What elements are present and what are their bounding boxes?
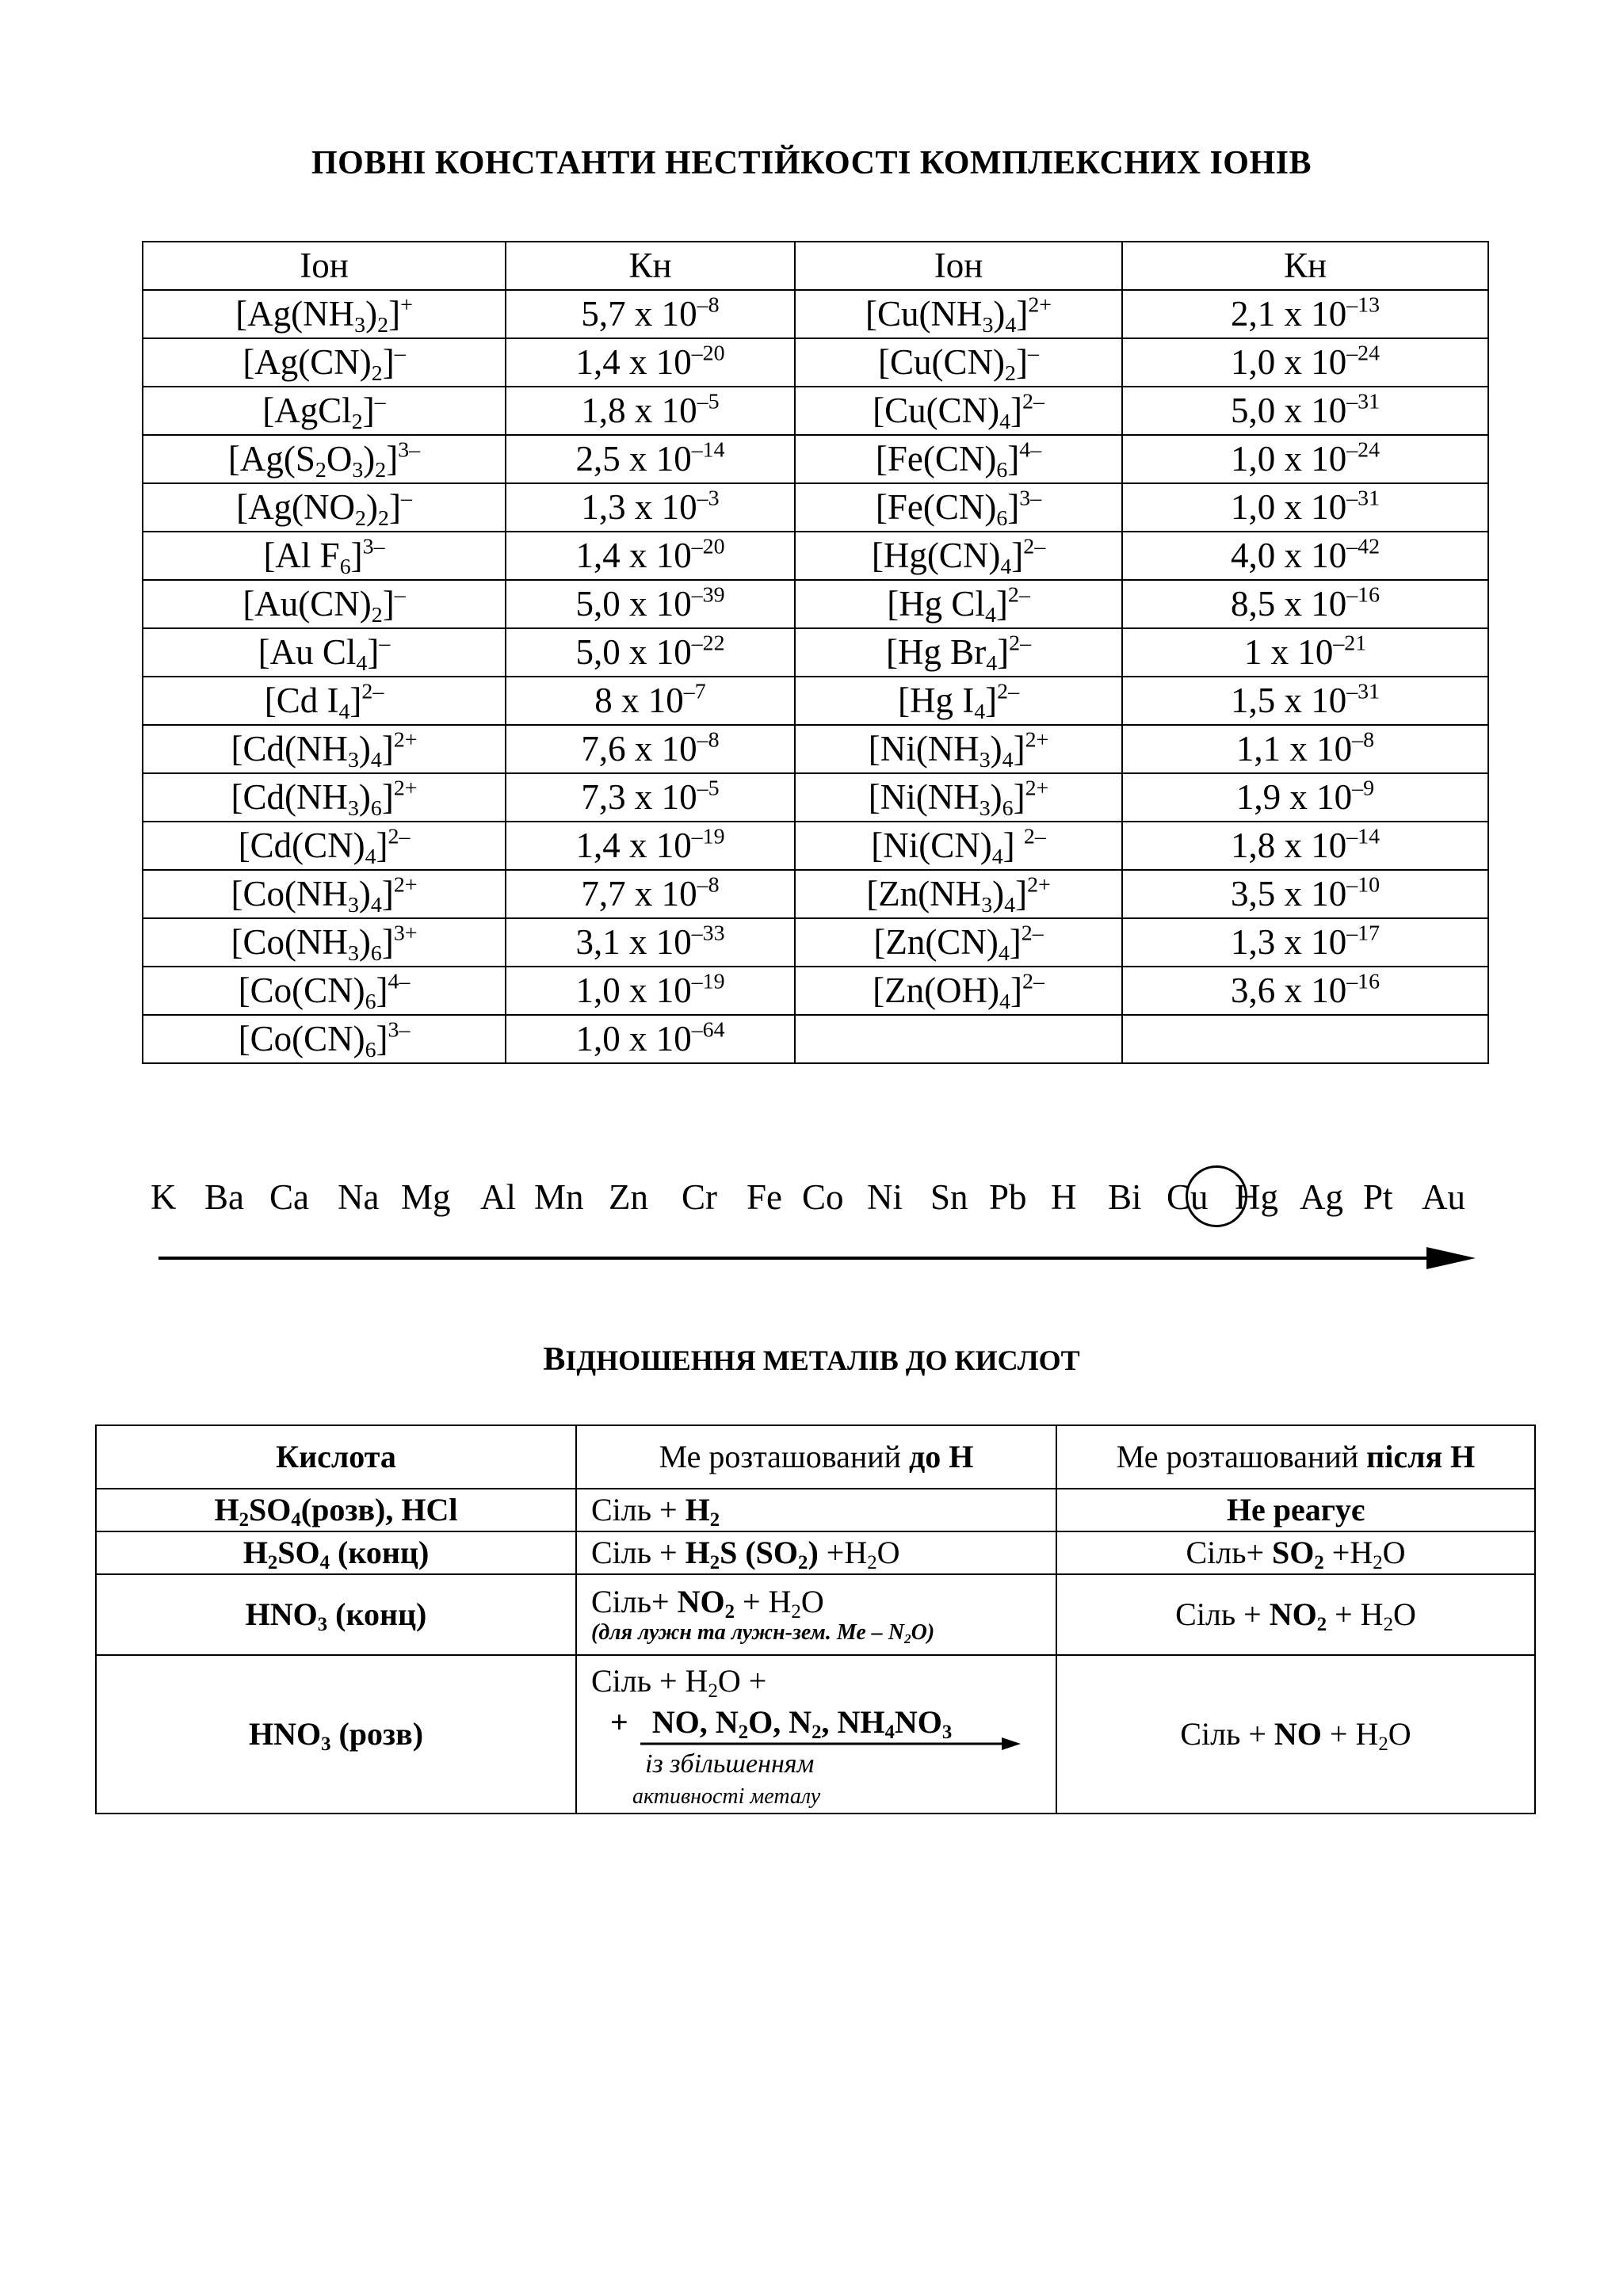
metal-symbol: Mn [534, 1177, 584, 1217]
ion-cell: [AgCl$_2$]– [143, 387, 506, 435]
acid-cell: $H_2SO_4(розв)$, HCl [96, 1489, 576, 1531]
metal-symbol: H [1051, 1177, 1077, 1217]
ion-cell: $[Ag(S_2O_3)_2]^{3-}$ [143, 435, 506, 483]
constant-cell: 1,5 x $10^{-31}$ [1122, 677, 1488, 725]
table-row [143, 435, 1488, 483]
metal-symbol: Bi [1108, 1177, 1142, 1217]
constant-cell: 3,5 x $10^{-10}$ [1122, 870, 1488, 918]
header-after-h: Ме розташований після Н [1056, 1425, 1535, 1489]
constant-cell: 1,0 x $10^{-24}$ [1122, 338, 1488, 387]
metal-activity-series [151, 1177, 1466, 1224]
constant-cell: 1,3 x $10^{-17}$ [1122, 918, 1488, 967]
ion-cell: $[Cu(CN)_2]^-$ [795, 338, 1122, 387]
constant-cell: 3,1 x $10^{-33}$ [506, 918, 795, 967]
constant-cell: 1,0 x $10^{-19}$ [506, 967, 795, 1015]
header-acid: Кислота [96, 1425, 576, 1489]
section-title-first-letter: В [543, 1341, 566, 1378]
ion-cell: [Hg $I_4]^{2-}$ [795, 677, 1122, 725]
table-row [96, 1531, 1535, 1574]
constant-cell: 1,1 x $10^{-8}$ [1122, 725, 1488, 773]
constant-cell: 1,0 x $10^{-31}$ [1122, 483, 1488, 532]
metal-symbol: Pt [1363, 1177, 1393, 1217]
ion-cell: $[Ag(NO_2)_2]^-$ [143, 483, 506, 532]
header-before-h: Ме розташований до Н [576, 1425, 1056, 1489]
table-row [143, 918, 1488, 967]
acid-cell: $H_2SO_4$ (конц) [96, 1531, 576, 1574]
ion-cell: $[Ni(CN)_4]$ $^{2-}$ [795, 822, 1122, 870]
metal-symbol: Fe [747, 1177, 782, 1217]
table-row [143, 628, 1488, 677]
metal-symbol: Ag [1300, 1177, 1343, 1217]
constant-cell: 1,4 x $10^{-19}$ [506, 822, 795, 870]
table-row [143, 580, 1488, 628]
after-h-cell: Сіль + $NO_2 + H_2O$ [1056, 1574, 1535, 1655]
ion-cell: $[Co(CN)_6]^{4-}$ [143, 967, 506, 1015]
table-header-row [143, 242, 1488, 290]
table-row [96, 1655, 1535, 1814]
metal-symbol: Sn [930, 1177, 968, 1217]
constant-cell: 1,3 x $10^{-3}$ [506, 483, 795, 532]
constant-cell: 2,5 x $10^{-14}$ [506, 435, 795, 483]
constant-cell: 8 x $10^{-7}$ [506, 677, 795, 725]
table-row [143, 338, 1488, 387]
before-h-note: (для лужн та лужн-зем. Ме – $N_2O$) [591, 1619, 935, 1646]
acid-cell: $HNO_3$ (розв) [96, 1655, 576, 1814]
ion-cell: [Al $F_6]^{3-}$ [143, 532, 506, 580]
constant-cell: 7,3 x $10^{-5}$ [506, 773, 795, 822]
ion-cell: $[Cu(NH_3)_4]^{2+}$ [795, 290, 1122, 338]
metal-symbol: Co [802, 1177, 844, 1217]
metal-symbol: Zn [609, 1177, 648, 1217]
metal-symbol: K [151, 1177, 177, 1217]
constant-cell: 5,0 x $10^{-22}$ [506, 628, 795, 677]
table-row [143, 725, 1488, 773]
before-h-cell: Сіль + $H_2$ [576, 1489, 1056, 1531]
metal-symbol: Na [338, 1177, 380, 1217]
table-header-row [96, 1425, 1535, 1489]
constant-cell: 1,4 x $10^{-20}$ [506, 532, 795, 580]
table-row [143, 870, 1488, 918]
section-title-rest: ІДНОШЕННЯ МЕТАЛІВ ДО КИСЛОТ [565, 1344, 1080, 1376]
constant-cell: 1,0 x $10^{-64}$ [506, 1015, 795, 1063]
ion-cell: $[Fe(CN)_6]^{3-}$ [795, 483, 1122, 532]
activity-arrow [158, 1242, 1476, 1274]
ion-cell: $[Cu(CN)_4]^{2-}$ [795, 387, 1122, 435]
ion-cell: $[Zn(NH_3)_4]^{2+}$ [795, 870, 1122, 918]
ion-cell: $[Cd(NH_3)_4]^{2+}$ [143, 725, 506, 773]
constant-cell: 1 x $10^{-21}$ [1122, 628, 1488, 677]
products-arrow [640, 1734, 1021, 1753]
ion-cell: $[Cd(CN)_4]^{2-}$ [143, 822, 506, 870]
metal-symbol: Pb [989, 1177, 1027, 1217]
metal-symbol: Mg [401, 1177, 451, 1217]
constant-cell [1122, 1015, 1488, 1063]
before-h-line: Сіль + $H_2O$ + [591, 1663, 767, 1702]
metal-symbol: Cr [682, 1177, 717, 1217]
ion-cell [795, 1015, 1122, 1063]
acid-cell: $HNO_3$ (конц) [96, 1574, 576, 1655]
metal-symbol: Cu [1167, 1177, 1209, 1217]
constant-cell: 3,6 x $10^{-16}$ [1122, 967, 1488, 1015]
constant-cell: 1,9 x $10^{-9}$ [1122, 773, 1488, 822]
constant-cell: 1,8 x $10^{-5}$ [506, 387, 795, 435]
instability-constants-table [142, 241, 1489, 1064]
after-h-cell: Не реагує [1056, 1489, 1535, 1531]
page-title: ПОВНІ КОНСТАНТИ НЕСТІЙКОСТІ КОМПЛЕКСНИХ ІОНІВ [311, 145, 1312, 181]
ion-cell: $[Co(NH_3)_6]^{3+}$ [143, 918, 506, 967]
constant-cell: 1,4 x $10^{-20}$ [506, 338, 795, 387]
ion-cell: $[Ni(NH_3)_6]^{2+}$ [795, 773, 1122, 822]
constant-cell: 7,7 x $10^{-8}$ [506, 870, 795, 918]
constant-cell: 4,0 x $10^{-42}$ [1122, 532, 1488, 580]
constant-cell: 2,1 x $10^{-13}$ [1122, 290, 1488, 338]
ion-cell: $[Zn(OH)_4]^{2-}$ [795, 967, 1122, 1015]
after-h-cell: Сіль+ $SO_2 +H_2O$ [1056, 1531, 1535, 1574]
header-ion: Іон [143, 242, 506, 290]
table-row [143, 773, 1488, 822]
ion-cell: $[Fe(CN)_6]^{4-}$ [795, 435, 1122, 483]
arrow-caption-2: активності металу [632, 1784, 821, 1810]
arrow-caption: із збільшенням [645, 1749, 815, 1779]
ion-cell: [Hg $Br_4]^{2-}$ [795, 628, 1122, 677]
products-line: + NO, $N_2O$, $N_2$, $NH_4NO_3$ [610, 1704, 953, 1743]
constant-cell: 8,5 x $10^{-16}$ [1122, 580, 1488, 628]
metal-symbol: Al [480, 1177, 516, 1217]
table-row [143, 290, 1488, 338]
metal-symbol: Ni [867, 1177, 903, 1217]
metal-symbol: Hg [1235, 1177, 1278, 1217]
metal-symbol: Au [1422, 1177, 1465, 1217]
header-ion: Іон [795, 242, 1122, 290]
table-row [143, 967, 1488, 1015]
table-row [143, 483, 1488, 532]
before-h-cell [576, 1655, 1056, 1814]
metal-symbol: Ba [204, 1177, 244, 1217]
constant-cell: 7,6 x $10^{-8}$ [506, 725, 795, 773]
ion-cell: [Au $Cl_4]^-$ [143, 628, 506, 677]
ion-cell: [Cd $I_4]^{2-}$ [143, 677, 506, 725]
ion-cell: $[Hg(CN)_4]^{2-}$ [795, 532, 1122, 580]
ion-cell: [Hg $Cl_4]^{2-}$ [795, 580, 1122, 628]
table-row [143, 1015, 1488, 1063]
metal-symbol: Ca [269, 1177, 309, 1217]
ion-cell: $[Ag(CN)_2]^-$ [143, 338, 506, 387]
constant-cell: 5,0 x $10^{-39}$ [506, 580, 795, 628]
before-h-cell: Сіль + $H_2S$ $(SO_2) +H_2O$ [576, 1531, 1056, 1574]
ion-cell: $[Au(CN)_2]^-$ [143, 580, 506, 628]
table-row [143, 387, 1488, 435]
table-row [96, 1489, 1535, 1531]
before-h-cell [576, 1574, 1056, 1655]
header-kn: Кн [1122, 242, 1488, 290]
ion-cell: $[Co(CN)_6]^{3-}$ [143, 1015, 506, 1063]
table-row [143, 677, 1488, 725]
constant-cell: 5,0 x $10^{-31}$ [1122, 387, 1488, 435]
header-kn: Кн [506, 242, 795, 290]
ion-cell: $[Ni(NH_3)_4]^{2+}$ [795, 725, 1122, 773]
constant-cell: 5,7 x $10^{-8}$ [506, 290, 795, 338]
constant-cell: 1,0 x $10^{-24}$ [1122, 435, 1488, 483]
after-h-cell: Сіль + NO + $H_2O$ [1056, 1655, 1535, 1814]
section-title [0, 1341, 1623, 1379]
before-h-line: Сіль+ $NO_2 + H_2O$ [591, 1583, 824, 1623]
ion-cell: $[Ag(NH_3)_2]^+$ [143, 290, 506, 338]
constant-cell: 1,8 x $10^{-14}$ [1122, 822, 1488, 870]
ion-cell: $[Cd(NH_3)_6]^{2+}$ [143, 773, 506, 822]
table-row [143, 532, 1488, 580]
metals-acids-table [95, 1425, 1536, 1814]
table-row [96, 1574, 1535, 1655]
ion-cell: $[Zn(CN)_4]^{2-}$ [795, 918, 1122, 967]
ion-cell: $[Co(NH_3)_4]^{2+}$ [143, 870, 506, 918]
table-row [143, 822, 1488, 870]
